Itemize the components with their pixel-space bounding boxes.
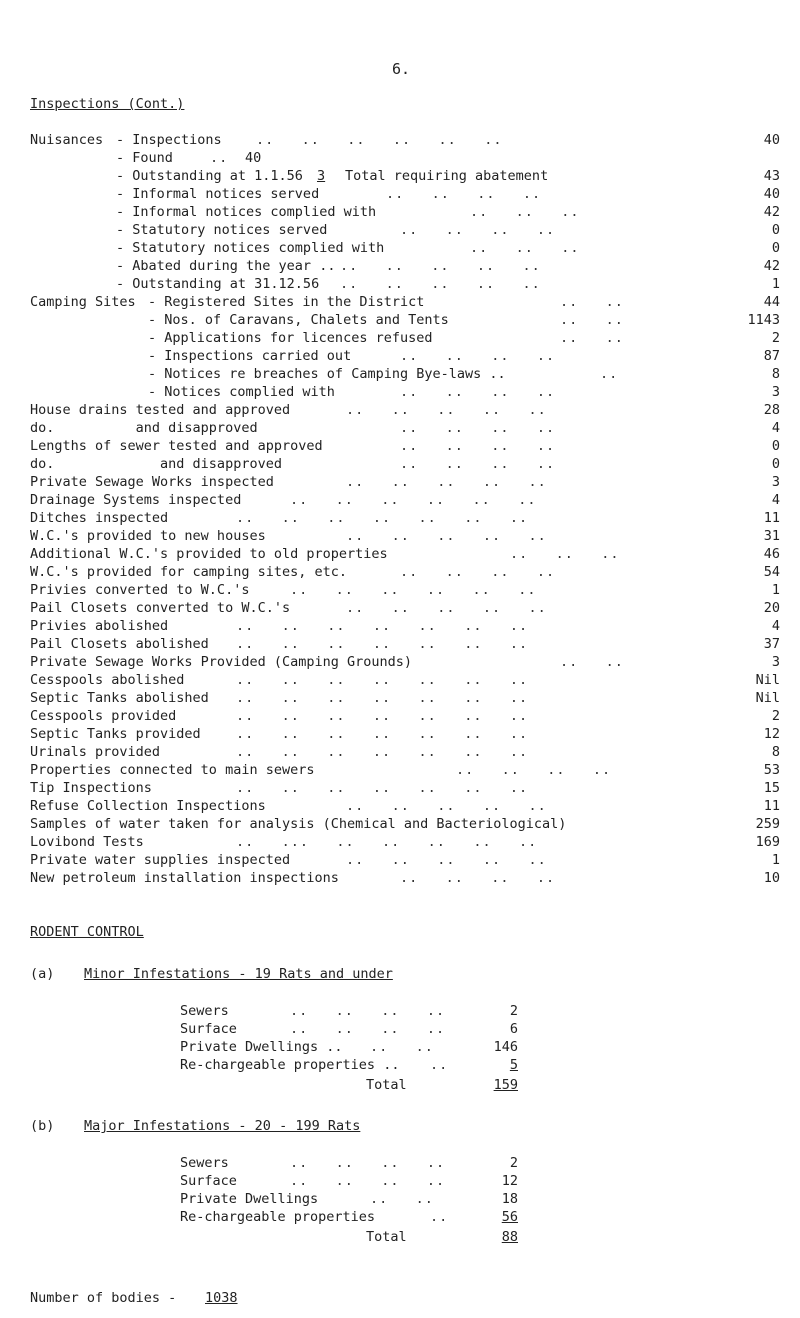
- major-value: 12: [501, 1173, 518, 1189]
- dot-leader: .. .. .. .. .. ..: [290, 492, 537, 508]
- major-row-text: Sewers: [180, 1155, 229, 1171]
- general-row-text: Private Sewage Works inspected: [30, 474, 274, 490]
- general-value: 20: [763, 600, 780, 616]
- general-row-text: Additional W.C.'s provided to old properties: [30, 546, 388, 562]
- dot-leader: .. .. .. .. ..: [340, 258, 541, 274]
- dot-leader: .. .. .. ..: [400, 348, 556, 364]
- dot-leader: .. .. .. .. ..: [340, 276, 541, 292]
- dot-leader: .. .. .. .. ..: [346, 402, 547, 418]
- dot-leader: .. .. .. .. .. .. ..: [236, 510, 529, 526]
- minor-total-label: Total: [366, 1077, 407, 1093]
- major-title: Major Infestations - 20 - 199 Rats: [84, 1118, 361, 1134]
- nuisance-row-text: - Statutory notices served: [116, 222, 328, 238]
- minor-value: 146: [493, 1039, 518, 1055]
- general-value: Nil: [755, 672, 780, 688]
- nuisance-row-text: - Informal notices served: [116, 186, 320, 202]
- dot-leader: .. .. ..: [470, 204, 580, 220]
- minor-total: 159: [493, 1077, 518, 1093]
- dot-leader: ..: [430, 1057, 449, 1073]
- nuisance-value: 40: [763, 132, 780, 148]
- dot-leader: .. ... .. .. .. .. ..: [236, 834, 538, 850]
- general-value: 4: [771, 492, 780, 508]
- nuisance-value: 42: [763, 204, 780, 220]
- dot-leader: ..: [210, 150, 229, 166]
- general-row-text: Drainage Systems inspected: [30, 492, 242, 508]
- general-row-text: Refuse Collection Inspections: [30, 798, 266, 814]
- total-requiring-label: Total requiring abatement: [345, 168, 549, 184]
- camping-value: 44: [763, 294, 780, 310]
- nuisance-value: 40: [763, 186, 780, 202]
- general-value: 4: [771, 618, 780, 634]
- general-row-text: Properties connected to main sewers: [30, 762, 315, 778]
- minor-value: 2: [509, 1003, 518, 1019]
- dot-leader: .. .. .. ..: [400, 456, 556, 472]
- general-row-text: Private water supplies inspected: [30, 852, 291, 868]
- general-row-text: Cesspools provided: [30, 708, 177, 724]
- general-row-text: Septic Tanks provided: [30, 726, 201, 742]
- dot-leader: .. .. .. ..: [386, 186, 542, 202]
- camping-row-text: - Notices re breaches of Camping Bye-laws ..: [148, 366, 506, 382]
- general-row-text: Privies abolished: [30, 618, 169, 634]
- dot-leader: .. .. ..: [510, 546, 620, 562]
- major-row-text: Surface: [180, 1173, 237, 1189]
- dot-leader: .. ..: [560, 654, 624, 670]
- general-value: 1: [771, 582, 780, 598]
- general-value: 0: [771, 438, 780, 454]
- general-value: 28: [763, 402, 780, 418]
- found-count: 40: [245, 150, 262, 166]
- general-value: 4: [771, 420, 780, 436]
- dot-leader: .. .. .. ..: [290, 1003, 446, 1019]
- general-value: 3: [771, 654, 780, 670]
- dot-leader: .. .. .. .. .. .. ..: [236, 636, 529, 652]
- dot-leader: .. .. .. ..: [400, 438, 556, 454]
- general-value: 53: [763, 762, 780, 778]
- dot-leader: .. .. .. .. ..: [346, 852, 547, 868]
- major-row-text: Re-chargeable properties: [180, 1209, 376, 1225]
- minor-row-text: Sewers: [180, 1003, 229, 1019]
- dot-leader: .. .. .. .. .. .. ..: [236, 744, 529, 760]
- dot-leader: .. .. .. .. ..: [346, 528, 547, 544]
- general-value: 169: [755, 834, 780, 850]
- general-value: 12: [763, 726, 780, 742]
- minor-title: Minor Infestations - 19 Rats and under: [84, 966, 393, 982]
- general-row-text: Urinals provided: [30, 744, 161, 760]
- general-value: 259: [755, 816, 780, 832]
- nuisance-row-text: - Found: [116, 150, 173, 166]
- general-value: 54: [763, 564, 780, 580]
- nuisance-value: 1: [771, 276, 780, 292]
- dot-leader: .. .. .. ..: [400, 384, 556, 400]
- dot-leader: .. .. .. ..: [400, 870, 556, 886]
- general-row-text: do. and disapproved: [30, 420, 258, 436]
- dot-leader: .. .. .. .. ..: [346, 798, 547, 814]
- dot-leader: .. .. .. ..: [456, 762, 612, 778]
- general-value: 1: [771, 852, 780, 868]
- general-row-text: Septic Tanks abolished: [30, 690, 209, 706]
- general-value: 8: [771, 744, 780, 760]
- dot-leader: .. .. .. .. ..: [346, 474, 547, 490]
- minor-marker: (a): [30, 966, 55, 982]
- general-row-text: Pail Closets converted to W.C.'s: [30, 600, 291, 616]
- camping-value: 87: [763, 348, 780, 364]
- major-value: 56: [501, 1209, 518, 1225]
- general-row-text: Lovibond Tests: [30, 834, 144, 850]
- major-total-label: Total: [366, 1229, 407, 1245]
- dot-leader: .. .. ..: [470, 240, 580, 256]
- nuisance-row-text: - Statutory notices complied with: [116, 240, 385, 256]
- dot-leader: .. .. .. ..: [290, 1021, 446, 1037]
- minor-value: 6: [509, 1021, 518, 1037]
- page-heading: Inspections (Cont.): [30, 96, 185, 112]
- general-row-text: New petroleum installation inspections: [30, 870, 339, 886]
- dot-leader: .. .. .. .. .. .. ..: [236, 690, 529, 706]
- camping-label: Camping Sites: [30, 294, 136, 310]
- dot-leader: .. .. .. ..: [400, 222, 556, 238]
- dot-leader: .. .. .. .. .. ..: [256, 132, 503, 148]
- dot-leader: .. ..: [560, 312, 624, 328]
- general-value: 2: [771, 708, 780, 724]
- bodies-label: Number of bodies -: [30, 1290, 177, 1306]
- general-row-text: Samples of water taken for analysis (Chemical and Bacteriological): [30, 816, 567, 832]
- dot-leader: .. .. .. .. .. ..: [290, 582, 537, 598]
- general-row-text: do. and disapproved: [30, 456, 282, 472]
- general-value: 3: [771, 474, 780, 490]
- dot-leader: .. .. .. ..: [400, 564, 556, 580]
- dot-leader: .. ..: [370, 1191, 434, 1207]
- nuisance-value: 0: [771, 240, 780, 256]
- minor-row-text: Private Dwellings ..: [180, 1039, 343, 1055]
- nuisance-row-text: - Outstanding at 31.12.56: [116, 276, 320, 292]
- camping-row-text: - Inspections carried out: [148, 348, 352, 364]
- general-value: Nil: [755, 690, 780, 706]
- general-value: 0: [771, 456, 780, 472]
- minor-row-text: Re-chargeable properties ..: [180, 1057, 400, 1073]
- nuisance-row-text: - Inspections: [116, 132, 222, 148]
- nuisance-value: 43: [763, 168, 780, 184]
- camping-value: 3: [771, 384, 780, 400]
- bodies-value: 1038: [205, 1290, 238, 1306]
- major-total: 88: [501, 1229, 518, 1245]
- camping-value: 2: [771, 330, 780, 346]
- camping-row-text: - Registered Sites in the District: [148, 294, 425, 310]
- general-row-text: Private Sewage Works Provided (Camping Grounds): [30, 654, 413, 670]
- dot-leader: ..: [430, 1209, 449, 1225]
- major-value: 2: [509, 1155, 518, 1171]
- general-row-text: Ditches inspected: [30, 510, 169, 526]
- nuisance-row-text: - Outstanding at 1.1.56: [116, 168, 303, 184]
- dot-leader: .. .. .. .. .. .. ..: [236, 672, 529, 688]
- nuisance-value: 0: [771, 222, 780, 238]
- general-row-text: House drains tested and approved: [30, 402, 291, 418]
- major-row-text: Private Dwellings: [180, 1191, 319, 1207]
- general-value: 15: [763, 780, 780, 796]
- camping-value: 8: [771, 366, 780, 382]
- general-value: 46: [763, 546, 780, 562]
- general-value: 10: [763, 870, 780, 886]
- outstanding-count: 3: [317, 168, 326, 184]
- dot-leader: ..: [600, 366, 619, 382]
- dot-leader: .. .. .. ..: [290, 1173, 446, 1189]
- general-row-text: W.C.'s provided to new houses: [30, 528, 266, 544]
- nuisance-value: 42: [763, 258, 780, 274]
- dot-leader: .. .. .. .. .. .. ..: [236, 726, 529, 742]
- general-row-text: Cesspools abolished: [30, 672, 185, 688]
- general-row-text: W.C.'s provided for camping sites, etc.: [30, 564, 347, 580]
- general-row-text: Lengths of sewer tested and approved: [30, 438, 323, 454]
- dot-leader: .. .. .. .. .. .. ..: [236, 618, 529, 634]
- general-row-text: Privies converted to W.C.'s: [30, 582, 250, 598]
- nuisance-row-text: - Abated during the year ..: [116, 258, 336, 274]
- major-value: 18: [501, 1191, 518, 1207]
- camping-value: 1143: [747, 312, 780, 328]
- nuisance-row-text: - Informal notices complied with: [116, 204, 377, 220]
- nuisances-label: Nuisances: [30, 132, 104, 148]
- minor-row-text: Surface: [180, 1021, 237, 1037]
- rodent-heading: RODENT CONTROL: [30, 924, 144, 940]
- major-marker: (b): [30, 1118, 55, 1134]
- dot-leader: .. .. .. ..: [290, 1155, 446, 1171]
- general-value: 31: [763, 528, 780, 544]
- general-row-text: Pail Closets abolished: [30, 636, 209, 652]
- dot-leader: .. ..: [370, 1039, 434, 1055]
- general-value: 11: [763, 510, 780, 526]
- general-value: 37: [763, 636, 780, 652]
- page-number: 6.: [392, 60, 411, 78]
- general-row-text: Tip Inspections: [30, 780, 152, 796]
- camping-row-text: - Notices complied with: [148, 384, 335, 400]
- camping-row-text: - Nos. of Caravans, Chalets and Tents: [148, 312, 449, 328]
- dot-leader: .. ..: [560, 330, 624, 346]
- dot-leader: .. .. .. ..: [400, 420, 556, 436]
- dot-leader: .. ..: [560, 294, 624, 310]
- dot-leader: .. .. .. .. ..: [346, 600, 547, 616]
- minor-value: 5: [509, 1057, 518, 1073]
- dot-leader: .. .. .. .. .. .. ..: [236, 708, 529, 724]
- general-value: 11: [763, 798, 780, 814]
- dot-leader: .. .. .. .. .. .. ..: [236, 780, 529, 796]
- camping-row-text: - Applications for licences refused: [148, 330, 433, 346]
